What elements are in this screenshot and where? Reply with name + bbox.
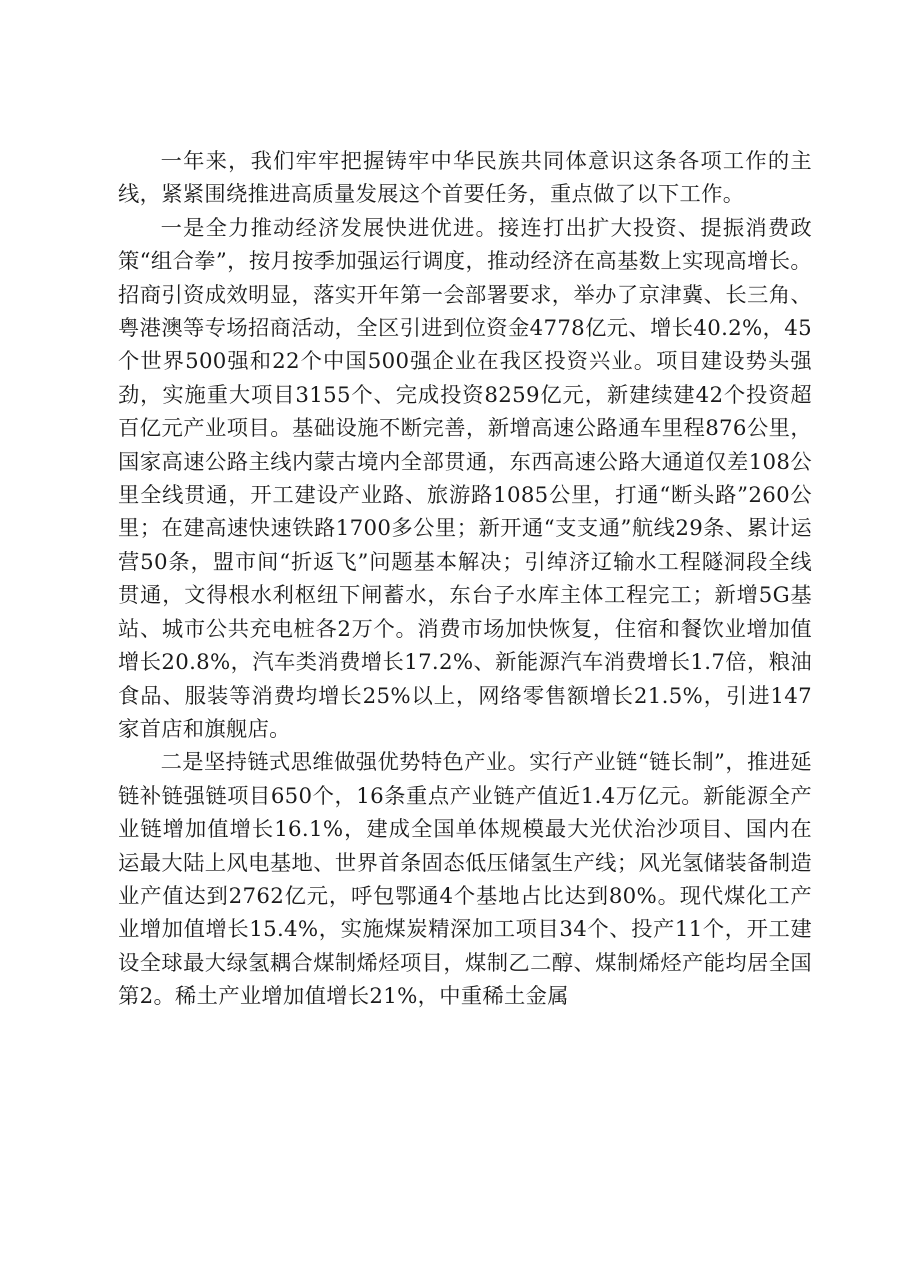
paragraph-economy: 一是全力推动经济发展快进优进。接连打出扩大投资、提振消费政策“组合拳”，按月按季加强运行调度，推动经济在高基数上实现高增长。招商引资成效明显，落实开年第一会部署要求，举办了京津冀、长三角、粤港澳等专场招商活动，全区引进到位资金4778亿元、增长40.2%，45个世界500强和22个中国500强企业在我区投资兴业。项目建设势头强劲，实施重大项目3155个、完成投资8259亿元，新建续建42个投资超百亿元产业项目。基础设施不断完善，新增高速公路通车里程876公里，国家高速公路主线内蒙古境内全部贯通，东西高速公路大通道仅差108公里全线贯通，开工建设产业路、旅游路1085公里，打通“断头路”260公里；在建高速快速铁路1700多公里；新开通“支支通”航线29条、累计运营50条，盟市间“折返飞”问题基本解决；引绰济辽输水工程隧洞段全线贯通，文得根水利枢纽下闸蓄水，东台子水库主体工程完工；新增5G基站、城市公共充电桩各2万个。消费市场加快恢复，住宿和餐饮业增加值增长20.8%，汽车类消费增长17.2%、新能源汽车消费增长1.7倍，粮油食品、服装等消费均增长25%以上，网络零售额增长21.5%，引进147家首店和旗舰店。: [118, 215, 812, 742]
paragraph-industry: 二是坚持链式思维做强优势特色产业。实行产业链“链长制”，推进延链补链强链项目650个，16条重点产业链产值近1.4万亿元。新能源全产业链增加值增长16.1%，建成全国单体规模最大光伏治沙项目、国内在运最大陆上风电基地、世界首条固态低压储氢生产线；风光氢储装备制造业产值达到2762亿元，呼包鄂通4个基地占比达到80%。现代煤化工产业增加值增长15.4%，实施煤炭精深加工项目34个、投产11个，开工建设全球最大绿氢耦合煤制烯烃项目，煤制乙二醇、煤制烯烃产能均居全国第2。稀土产业增加值增长21%，中重稀土金属: [118, 750, 812, 1010]
document-body: [118, 145, 812, 1014]
paragraph-intro: 一年来，我们牢牢把握铸牢中华民族共同体意识这条各项工作的主线，紧紧围绕推进高质量发展这个首要任务，重点做了以下工作。: [118, 149, 812, 208]
